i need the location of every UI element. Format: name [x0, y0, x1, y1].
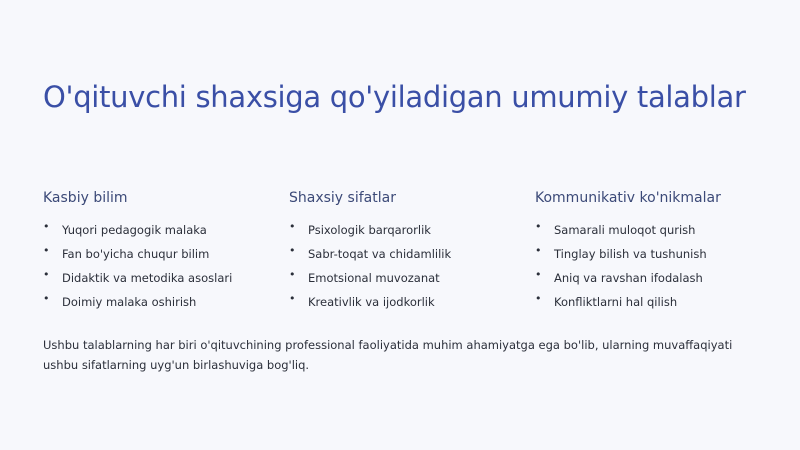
- column-personal-qualities: [289, 190, 519, 318]
- column-communicative-skills: [535, 190, 765, 318]
- list-item-text: Yuqori pedagogik malaka: [62, 223, 207, 237]
- bullet-list: [43, 222, 273, 318]
- list-item: [43, 222, 273, 246]
- list-item-text: Tinglay bilish va tushunish: [554, 247, 707, 261]
- list-item: [43, 294, 273, 318]
- list-item-text: Psixologik barqarorlik: [308, 223, 431, 237]
- bullet-icon: •: [43, 220, 50, 233]
- list-item: [43, 270, 273, 294]
- bullet-list: [535, 222, 765, 318]
- list-item-text: Didaktik va metodika asoslari: [62, 271, 233, 285]
- list-item-text: Emotsional muvozanat: [308, 271, 440, 285]
- bullet-icon: •: [535, 244, 542, 257]
- bullet-icon: •: [535, 292, 542, 305]
- bullet-list: [289, 222, 519, 318]
- list-item: [535, 246, 765, 270]
- bullet-icon: •: [535, 220, 542, 233]
- list-item-text: Aniq va ravshan ifodalash: [554, 271, 703, 285]
- list-item-text: Konfliktlarni hal qilish: [554, 295, 678, 309]
- list-item-text: Fan bo'yicha chuqur bilim: [62, 247, 210, 261]
- list-item: [535, 294, 765, 318]
- bullet-icon: •: [43, 268, 50, 281]
- bullet-icon: •: [289, 268, 296, 281]
- list-item: [535, 222, 765, 246]
- list-item: [289, 222, 519, 246]
- column-heading: Shaxsiy sifatlar: [289, 190, 396, 206]
- bullet-icon: •: [43, 244, 50, 257]
- list-item: [535, 270, 765, 294]
- bullet-icon: •: [289, 244, 296, 257]
- slide-title: O'qituvchi shaxsiga qo'yiladigan umumiy talablar: [43, 80, 746, 114]
- bullet-icon: •: [289, 292, 296, 305]
- column-professional-knowledge: [43, 190, 273, 318]
- column-heading: Kasbiy bilim: [43, 190, 128, 206]
- list-item: [289, 294, 519, 318]
- list-item: [289, 270, 519, 294]
- list-item: [43, 246, 273, 270]
- list-item-text: Doimiy malaka oshirish: [62, 295, 197, 309]
- bullet-icon: •: [289, 220, 296, 233]
- list-item-text: Samarali muloqot qurish: [554, 223, 696, 237]
- list-item-text: Sabr-toqat va chidamlilik: [308, 247, 452, 261]
- bullet-icon: •: [535, 268, 542, 281]
- list-item: [289, 246, 519, 270]
- list-item-text: Kreativlik va ijodkorlik: [308, 295, 435, 309]
- bullet-icon: •: [43, 292, 50, 305]
- summary-paragraph: Ushbu talablarning har biri o'qituvchining professional faoliyatida muhim ahamiyatga ega bo'lib, ularning muvaffaqiyati ushbu sifatlarning uyg'un birlashuviga bog'liq.: [43, 338, 733, 372]
- column-heading: Kommunikativ ko'nikmalar: [535, 190, 721, 206]
